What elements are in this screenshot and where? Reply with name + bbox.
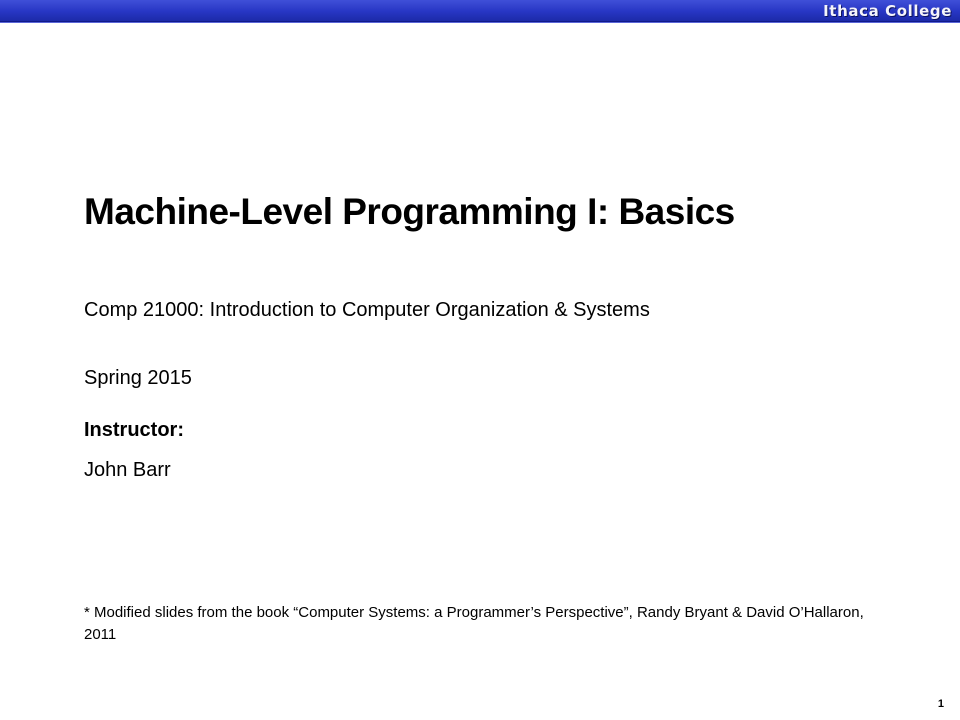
course-name: Comp 21000: Introduction to Computer Organization & Systems (84, 299, 650, 321)
course-term: Spring 2015 (84, 367, 192, 389)
instructor-label: Instructor: (84, 419, 184, 441)
instructor-name: John Barr (84, 459, 171, 481)
slide-page-number: 1 (937, 698, 944, 710)
slide-title: Machine-Level Programming I: Basics (84, 191, 735, 232)
attribution-footnote: * Modified slides from the book “Computer Systems: a Programmer’s Perspective”, Randy Bryant & David O’Hallaron, 2011 (84, 604, 864, 643)
college-logo: Ithaca College (823, 2, 952, 20)
header-bar (0, 0, 960, 30)
banner-divider (0, 22, 960, 23)
college-banner (0, 0, 960, 22)
